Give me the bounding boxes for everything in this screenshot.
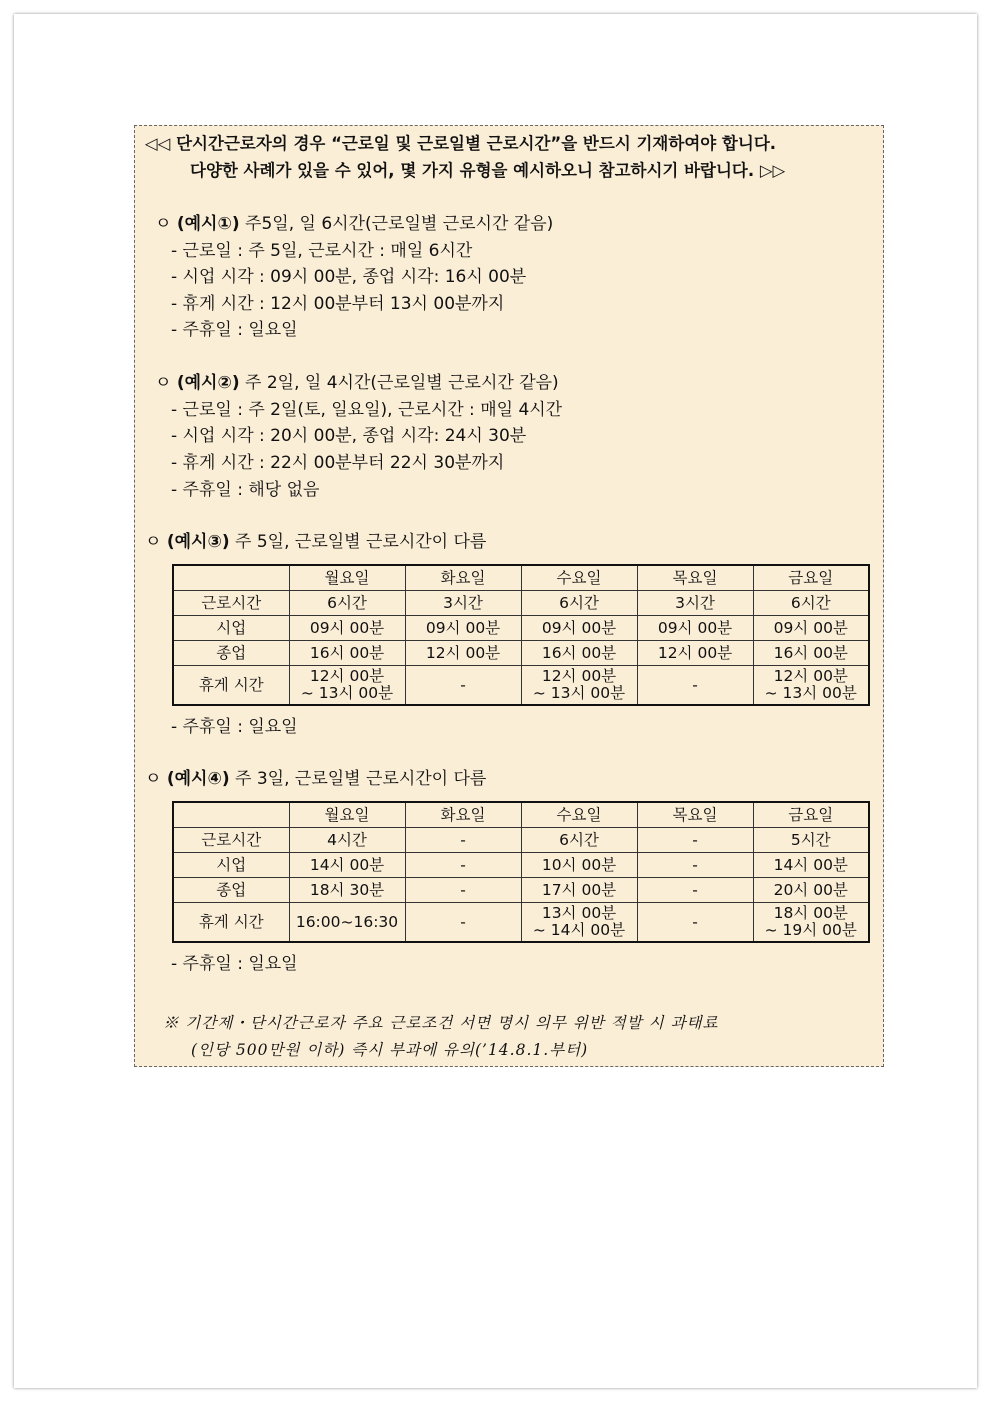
break-start: 13시 00분 [541,904,617,922]
table-cell [521,666,637,706]
table-row-label: 종업 [173,641,289,666]
example-3-title [145,531,486,553]
table-row [173,853,869,878]
example-3-footer: - 주휴일 : 일요일 [171,717,298,737]
example-2-item: - 주휴일 : 해당 없음 [171,480,320,500]
example-1-heading: 주5일, 일 6시간(근로일별 근로시간 같음) [239,214,554,234]
break-start: 12시 00분 [309,667,385,685]
table-cell: 12시 00분 [637,641,753,666]
table-row-label: 시업 [173,853,289,878]
table-cell: 18시 30분 [289,878,405,903]
table-cell: 16시 00분 [521,641,637,666]
table-row-label: 시업 [173,616,289,641]
table-cell: 14시 00분 [753,853,869,878]
break-start: 12시 00분 [773,667,848,685]
penalty-note-line-1: ※ 기간제・단시간근로자 주요 근로조건 서면 명시 의무 위반 적발 시 과태료 [163,1014,719,1032]
table-cell [289,666,405,706]
table-header-cell: 수요일 [521,565,637,591]
table-row-label: 휴게 시간 [173,903,289,943]
example-2-item: - 시업 시각 : 20시 00분, 종업 시각: 24시 30분 [171,426,527,446]
table-cell: 09시 00분 [753,616,869,641]
example-4-title [145,768,486,790]
table-row [173,591,869,616]
example-2-label: (예시②) [176,373,240,393]
example-2-title [155,372,559,394]
table-cell: 09시 00분 [405,616,521,641]
table-header-cell [173,802,289,828]
schedule-table-4 [172,801,870,943]
table-header-cell: 화요일 [405,565,521,591]
table-cell: - [405,853,521,878]
table-cell: 16:00~16:30 [289,903,405,943]
table-cell: - [405,903,521,943]
table-row-label: 근로시간 [173,828,289,853]
table-row-label: 휴게 시간 [173,666,289,706]
table-cell: 6시간 [521,828,637,853]
example-2-heading: 주 2일, 일 4시간(근로일별 근로시간 같음) [239,373,559,393]
table-cell [753,903,869,943]
table-cell: - [405,828,521,853]
table-header-cell: 월요일 [289,565,405,591]
table-row [173,641,869,666]
bullet: ㅇ [145,769,162,789]
example-1-item: - 근로일 : 주 5일, 근로시간 : 매일 6시간 [171,241,473,261]
penalty-note-line-2: (인당 500만원 이하) 즉시 부과에 유의(’14.8.1.부터) [191,1041,589,1059]
break-start: 12시 00분 [541,667,617,685]
table-cell: 09시 00분 [637,616,753,641]
example-4-label: (예시④) [166,769,230,789]
break-start: 18시 00분 [773,904,848,922]
table-cell: 6시간 [753,591,869,616]
table-cell: - [405,878,521,903]
example-2-item: - 휴게 시간 : 22시 00분부터 22시 30분까지 [171,453,505,473]
schedule-table-3 [172,564,870,706]
table-cell: 6시간 [289,591,405,616]
table-cell: 6시간 [521,591,637,616]
table-cell: 17시 00분 [521,878,637,903]
example-3-label: (예시③) [166,532,230,552]
example-1-label: (예시①) [176,214,240,234]
table-cell: 14시 00분 [289,853,405,878]
table-header-cell: 화요일 [405,802,521,828]
table-header-cell: 금요일 [753,802,869,828]
table-cell: - [637,853,753,878]
example-1-item: - 주휴일 : 일요일 [171,320,298,340]
example-1-title [155,213,553,235]
table-header-cell: 목요일 [637,565,753,591]
break-end: ~ 19시 00분 [764,921,857,939]
break-end: ~ 13시 00분 [532,684,626,702]
table-row-break [173,903,869,943]
table-header-cell: 금요일 [753,565,869,591]
table-cell: 09시 00분 [521,616,637,641]
table-row [173,828,869,853]
table-cell: - [637,666,753,706]
table-cell [753,666,869,706]
table-cell: 3시간 [637,591,753,616]
table-row-label: 근로시간 [173,591,289,616]
table-cell: 3시간 [405,591,521,616]
table-cell: 09시 00분 [289,616,405,641]
table-cell: 20시 00분 [753,878,869,903]
table-cell: - [637,903,753,943]
document-page [14,14,977,1388]
header-line-1: ◁◁ 단시간근로자의 경우 “근로일 및 근로일별 근로시간”을 반드시 기재하여야 합니다. [145,134,777,153]
example-1-item: - 시업 시각 : 09시 00분, 종업 시각: 16시 00분 [171,267,527,287]
example-3-heading: 주 5일, 근로일별 근로시간이 다름 [229,532,487,552]
table-row-break [173,666,869,706]
table-cell: 5시간 [753,828,869,853]
table-header-cell: 목요일 [637,802,753,828]
break-end: ~ 13시 00분 [764,684,857,702]
notice-box [134,125,884,1067]
table-cell: 16시 00분 [289,641,405,666]
header-line-2: 다양한 사례가 있을 수 있어, 몇 가지 유형을 예시하오니 참고하시기 바랍니다. ▷▷ [190,161,786,180]
table-header-row [173,565,869,591]
table-row-label: 종업 [173,878,289,903]
table-cell: 4시간 [289,828,405,853]
example-2-item: - 근로일 : 주 2일(토, 일요일), 근로시간 : 매일 4시간 [171,400,563,420]
table-cell: - [405,666,521,706]
table-cell: - [637,878,753,903]
table-cell: 16시 00분 [753,641,869,666]
example-4-heading: 주 3일, 근로일별 근로시간이 다름 [229,769,487,789]
bullet: ㅇ [155,214,172,234]
break-end: ~ 13시 00분 [300,684,394,702]
table-cell: - [637,828,753,853]
table-row [173,878,869,903]
table-cell [521,903,637,943]
break-end: ~ 14시 00분 [532,921,626,939]
example-1-item: - 휴게 시간 : 12시 00분부터 13시 00분까지 [171,294,505,314]
table-header-cell: 수요일 [521,802,637,828]
table-cell: 12시 00분 [405,641,521,666]
table-cell: 10시 00분 [521,853,637,878]
bullet: ㅇ [155,373,172,393]
example-4-footer: - 주휴일 : 일요일 [171,954,298,974]
table-header-row [173,802,869,828]
table-row [173,616,869,641]
table-header-cell: 월요일 [289,802,405,828]
table-header-cell [173,565,289,591]
bullet: ㅇ [145,532,162,552]
